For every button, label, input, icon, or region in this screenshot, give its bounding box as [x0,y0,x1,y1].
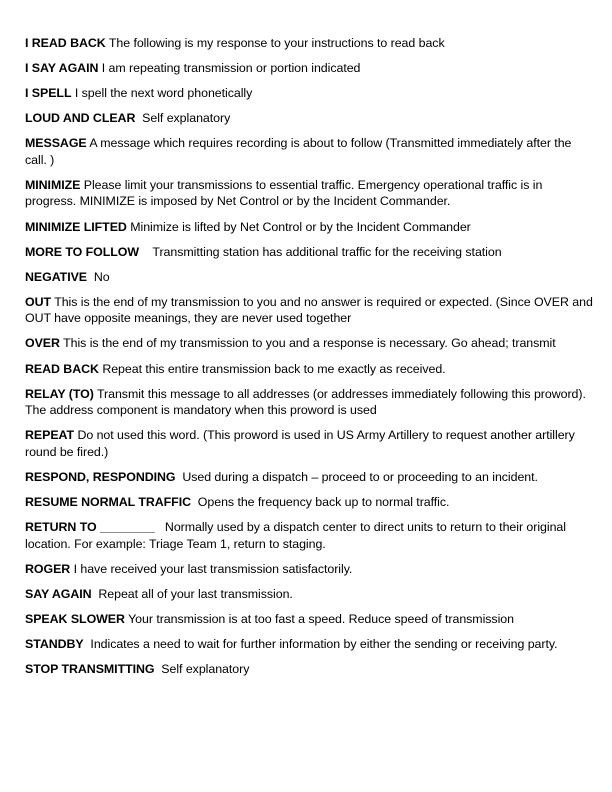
entry-definition: Transmitting station has additional traffic for the receiving station [152,244,502,259]
entry-term: STANDBY [25,636,84,651]
entry-term: LOUD AND CLEAR [25,111,136,126]
entry-term: RESPOND, RESPONDING [25,469,176,484]
glossary-entry [25,586,593,603]
proword-glossary [25,35,593,686]
glossary-entry [25,335,593,352]
glossary-entry [25,561,593,578]
entry-term: MINIMIZE LIFTED [25,219,127,234]
entry-term: SAY AGAIN [25,586,92,601]
glossary-entry [25,386,593,419]
entry-term: RESUME NORMAL TRAFFIC [25,494,191,509]
entry-definition: I am repeating transmission or portion indicated [101,61,361,76]
entry-definition: Used during a dispatch – proceed to or proceeding to an incident. [182,469,538,484]
entry-term: NEGATIVE [25,269,88,284]
glossary-entry [25,219,593,236]
entry-definition: A message which requires recording is about to follow (Transmitted immediately after the call. ) [25,136,572,167]
entry-term: READ BACK [25,361,99,376]
entry-term: RELAY (TO) [25,386,94,401]
glossary-entry [25,611,593,628]
glossary-entry [25,519,593,552]
glossary-entry [25,135,593,168]
entry-definition: Your transmission is at too fast a speed. Reduce speed of transmission [128,611,514,626]
entry-definition: Repeat all of your last transmission. [98,586,293,601]
entry-definition: I have received your last transmission satisfactorily. [73,561,353,576]
entry-term: SPEAK SLOWER [25,611,125,626]
entry-definition: Repeat this entire transmission back to me exactly as received. [102,361,446,376]
glossary-entry [25,269,593,286]
glossary-entry [25,177,593,210]
glossary-entry [25,661,593,678]
glossary-entry [25,244,593,261]
entry-term: MORE TO FOLLOW [25,244,140,259]
entry-term: MESSAGE [25,136,87,151]
glossary-entry [25,361,593,378]
entry-definition: This is the end of my transmission to you and no answer is required or expected. (Since OVER and OUT have opposite meanings, they are never used together [25,294,593,326]
entry-term: REPEAT [25,428,75,443]
entry-definition: Self explanatory [161,661,250,676]
glossary-entry [25,636,593,653]
entry-term: I SPELL [25,86,72,101]
entry-definition: Transmit this message to all addresses (or addresses immediately following this proword). The address component is mandatory when this proword is used [25,386,586,418]
entry-definition: Opens the frequency back up to normal traffic. [197,494,450,509]
entry-term: RETURN TO ________ [25,520,155,534]
entry-term: OUT [25,294,52,309]
entry-definition: Minimize is lifted by Net Control or by the Incident Commander [130,219,471,234]
entry-term: I SAY AGAIN [25,61,99,76]
glossary-entry [25,85,593,102]
entry-definition: This is the end of my transmission to you and a response is necessary. Go ahead; transmit [63,336,556,351]
entry-definition: Normally used by a dispatch center to direct units to return to their original location. For example: Triage Team 1, return to staging. [25,520,566,551]
entry-definition: Self explanatory [142,111,231,126]
entry-term: OVER [25,336,60,351]
glossary-entry [25,110,593,127]
entry-term: ROGER [25,561,71,576]
entry-term: STOP TRANSMITTING [25,661,155,676]
entry-definition: The following is my response to your instructions to read back [108,36,445,50]
glossary-entry [25,35,593,52]
entry-definition: Do not used this word. (This proword is used in US Army Artillery to request another artillery round be fired.) [25,428,575,459]
entry-term: I READ BACK [25,36,106,50]
entry-definition: Indicates a need to wait for further information by either the sending or receiving party. [90,636,558,651]
glossary-entry [25,494,593,511]
glossary-entry [25,469,593,486]
entry-term: MINIMIZE [25,177,81,192]
glossary-entry [25,427,593,460]
glossary-entry [25,294,593,327]
glossary-entry [25,60,593,77]
entry-definition: I spell the next word phonetically [74,86,253,101]
entry-definition: No [93,269,110,284]
entry-definition: Please limit your transmissions to essential traffic. Emergency operational traffic is in progress. MINIMIZE is imposed by Net Control or by the Incident Commander. [25,177,543,209]
